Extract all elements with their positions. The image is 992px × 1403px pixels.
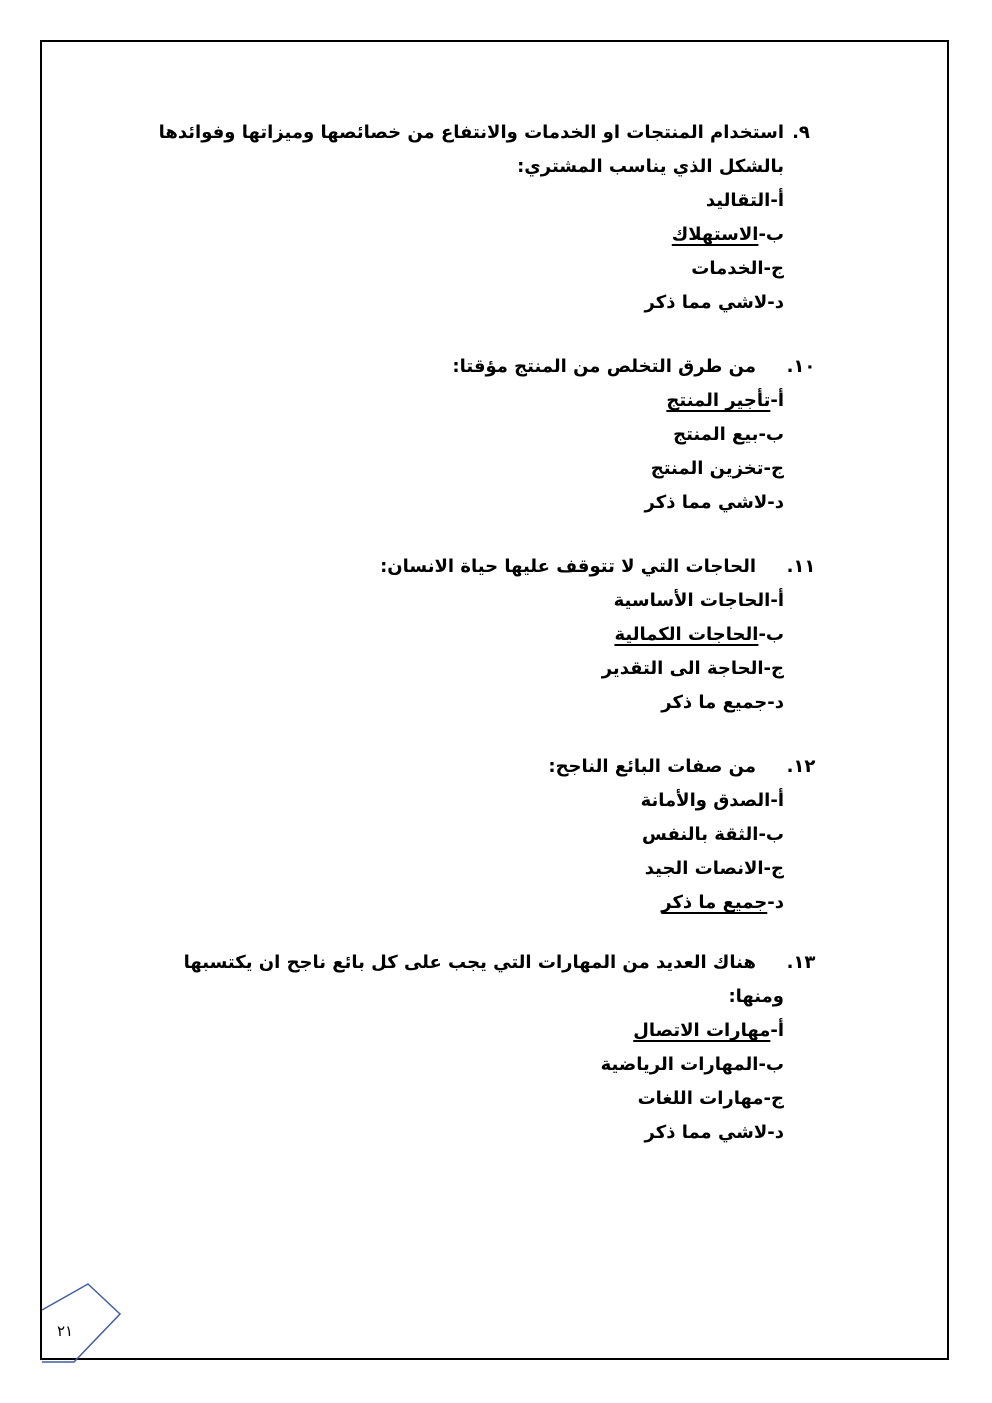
option-prefix: د- [767, 692, 784, 713]
question-text: من صفات البائع الناجح: [548, 756, 756, 777]
option-c [452, 452, 784, 486]
option-d [159, 286, 784, 320]
option-c [380, 652, 784, 686]
option-text: لاشي مما ذكر [644, 1122, 768, 1143]
question-number: ١١. [786, 556, 816, 577]
option-b [184, 1048, 784, 1082]
question-text: ومنها: [728, 986, 784, 1007]
question-line [548, 750, 816, 784]
question-line [158, 116, 810, 150]
question-number: ١٢. [786, 756, 816, 777]
option-prefix: أ- [770, 590, 784, 611]
question-number: ٩. [792, 122, 810, 143]
option-prefix: د- [767, 892, 784, 913]
question-text: استخدام المنتجات او الخدمات والانتفاع من خصائصها وميزاتها وفوائدها [158, 122, 784, 143]
question-line [452, 350, 816, 384]
option-prefix: د- [767, 1122, 784, 1143]
question-number: ١٣. [786, 952, 816, 973]
option-prefix: ب- [758, 1054, 784, 1075]
question-13 [183, 946, 816, 1150]
question-line [159, 150, 784, 184]
option-b [159, 218, 784, 252]
option-c [184, 1082, 784, 1116]
option-prefix: ب- [758, 424, 784, 445]
option-text: بيع المنتج [673, 424, 759, 445]
option-text: تخزين المنتج [650, 458, 764, 479]
question-12 [548, 750, 816, 920]
option-c [159, 252, 784, 286]
option-text: مهارات اللغات [637, 1088, 764, 1109]
question-text: الحاجات التي لا تتوقف عليها حياة الانسان: [380, 556, 756, 577]
option-text: لاشي مما ذكر [644, 492, 768, 513]
option-text: المهارات الرياضية [600, 1054, 759, 1075]
option-d [184, 1116, 784, 1150]
option-prefix: ج- [763, 458, 784, 479]
option-a [452, 384, 784, 418]
option-text: الحاجة الى التقدير [601, 658, 764, 679]
option-text: الصدق والأمانة [640, 790, 771, 811]
question-9 [158, 116, 810, 320]
option-prefix: ج- [763, 858, 784, 879]
question-text: من طرق التخلص من المنتج مؤقتا: [452, 356, 756, 377]
option-b [452, 418, 784, 452]
option-c [548, 852, 784, 886]
option-b [548, 818, 784, 852]
option-prefix: ب- [758, 224, 784, 245]
option-a [159, 184, 784, 218]
option-text: الانصات الجيد [644, 858, 764, 879]
question-line [380, 550, 816, 584]
question-line [183, 946, 816, 980]
option-prefix: ج- [763, 1088, 784, 1109]
option-a [184, 1014, 784, 1048]
option-text-correct: تأجير المنتج [666, 390, 771, 411]
option-text-correct: الحاجات الكمالية [614, 624, 759, 645]
option-prefix: ج- [763, 658, 784, 679]
option-text: الثقة بالنفس [642, 824, 759, 845]
question-text: بالشكل الذي يناسب المشتري: [517, 156, 784, 177]
question-number: ١٠. [786, 356, 816, 377]
option-a [380, 584, 784, 618]
option-prefix: أ- [770, 790, 784, 811]
option-d [452, 486, 784, 520]
option-prefix: أ- [770, 1020, 784, 1041]
option-prefix: أ- [770, 190, 784, 211]
option-text-correct: الاستهلاك [671, 224, 759, 245]
option-prefix: ب- [758, 824, 784, 845]
option-prefix: أ- [770, 390, 784, 411]
option-b [380, 618, 784, 652]
question-text: هناك العديد من المهارات التي يجب على كل بائع ناجح ان يكتسبها [183, 952, 756, 973]
page-number-diamond [40, 1282, 130, 1364]
option-prefix: ب- [758, 624, 784, 645]
option-text-correct: جميع ما ذكر [661, 892, 768, 913]
option-a [548, 784, 784, 818]
option-d [548, 886, 784, 920]
option-prefix: د- [767, 492, 784, 513]
option-text: جميع ما ذكر [661, 692, 768, 713]
option-text: لاشي مما ذكر [644, 292, 768, 313]
option-prefix: د- [767, 292, 784, 313]
option-d [380, 686, 784, 720]
page-number: ٢١ [57, 1322, 74, 1340]
option-prefix: ج- [763, 258, 784, 279]
question-11 [380, 550, 816, 720]
option-text: التقاليد [705, 190, 771, 211]
option-text: الخدمات [691, 258, 764, 279]
option-text: الحاجات الأساسية [613, 590, 771, 611]
question-line [184, 980, 784, 1014]
question-10 [452, 350, 816, 520]
option-text-correct: مهارات الاتصال [633, 1020, 771, 1041]
